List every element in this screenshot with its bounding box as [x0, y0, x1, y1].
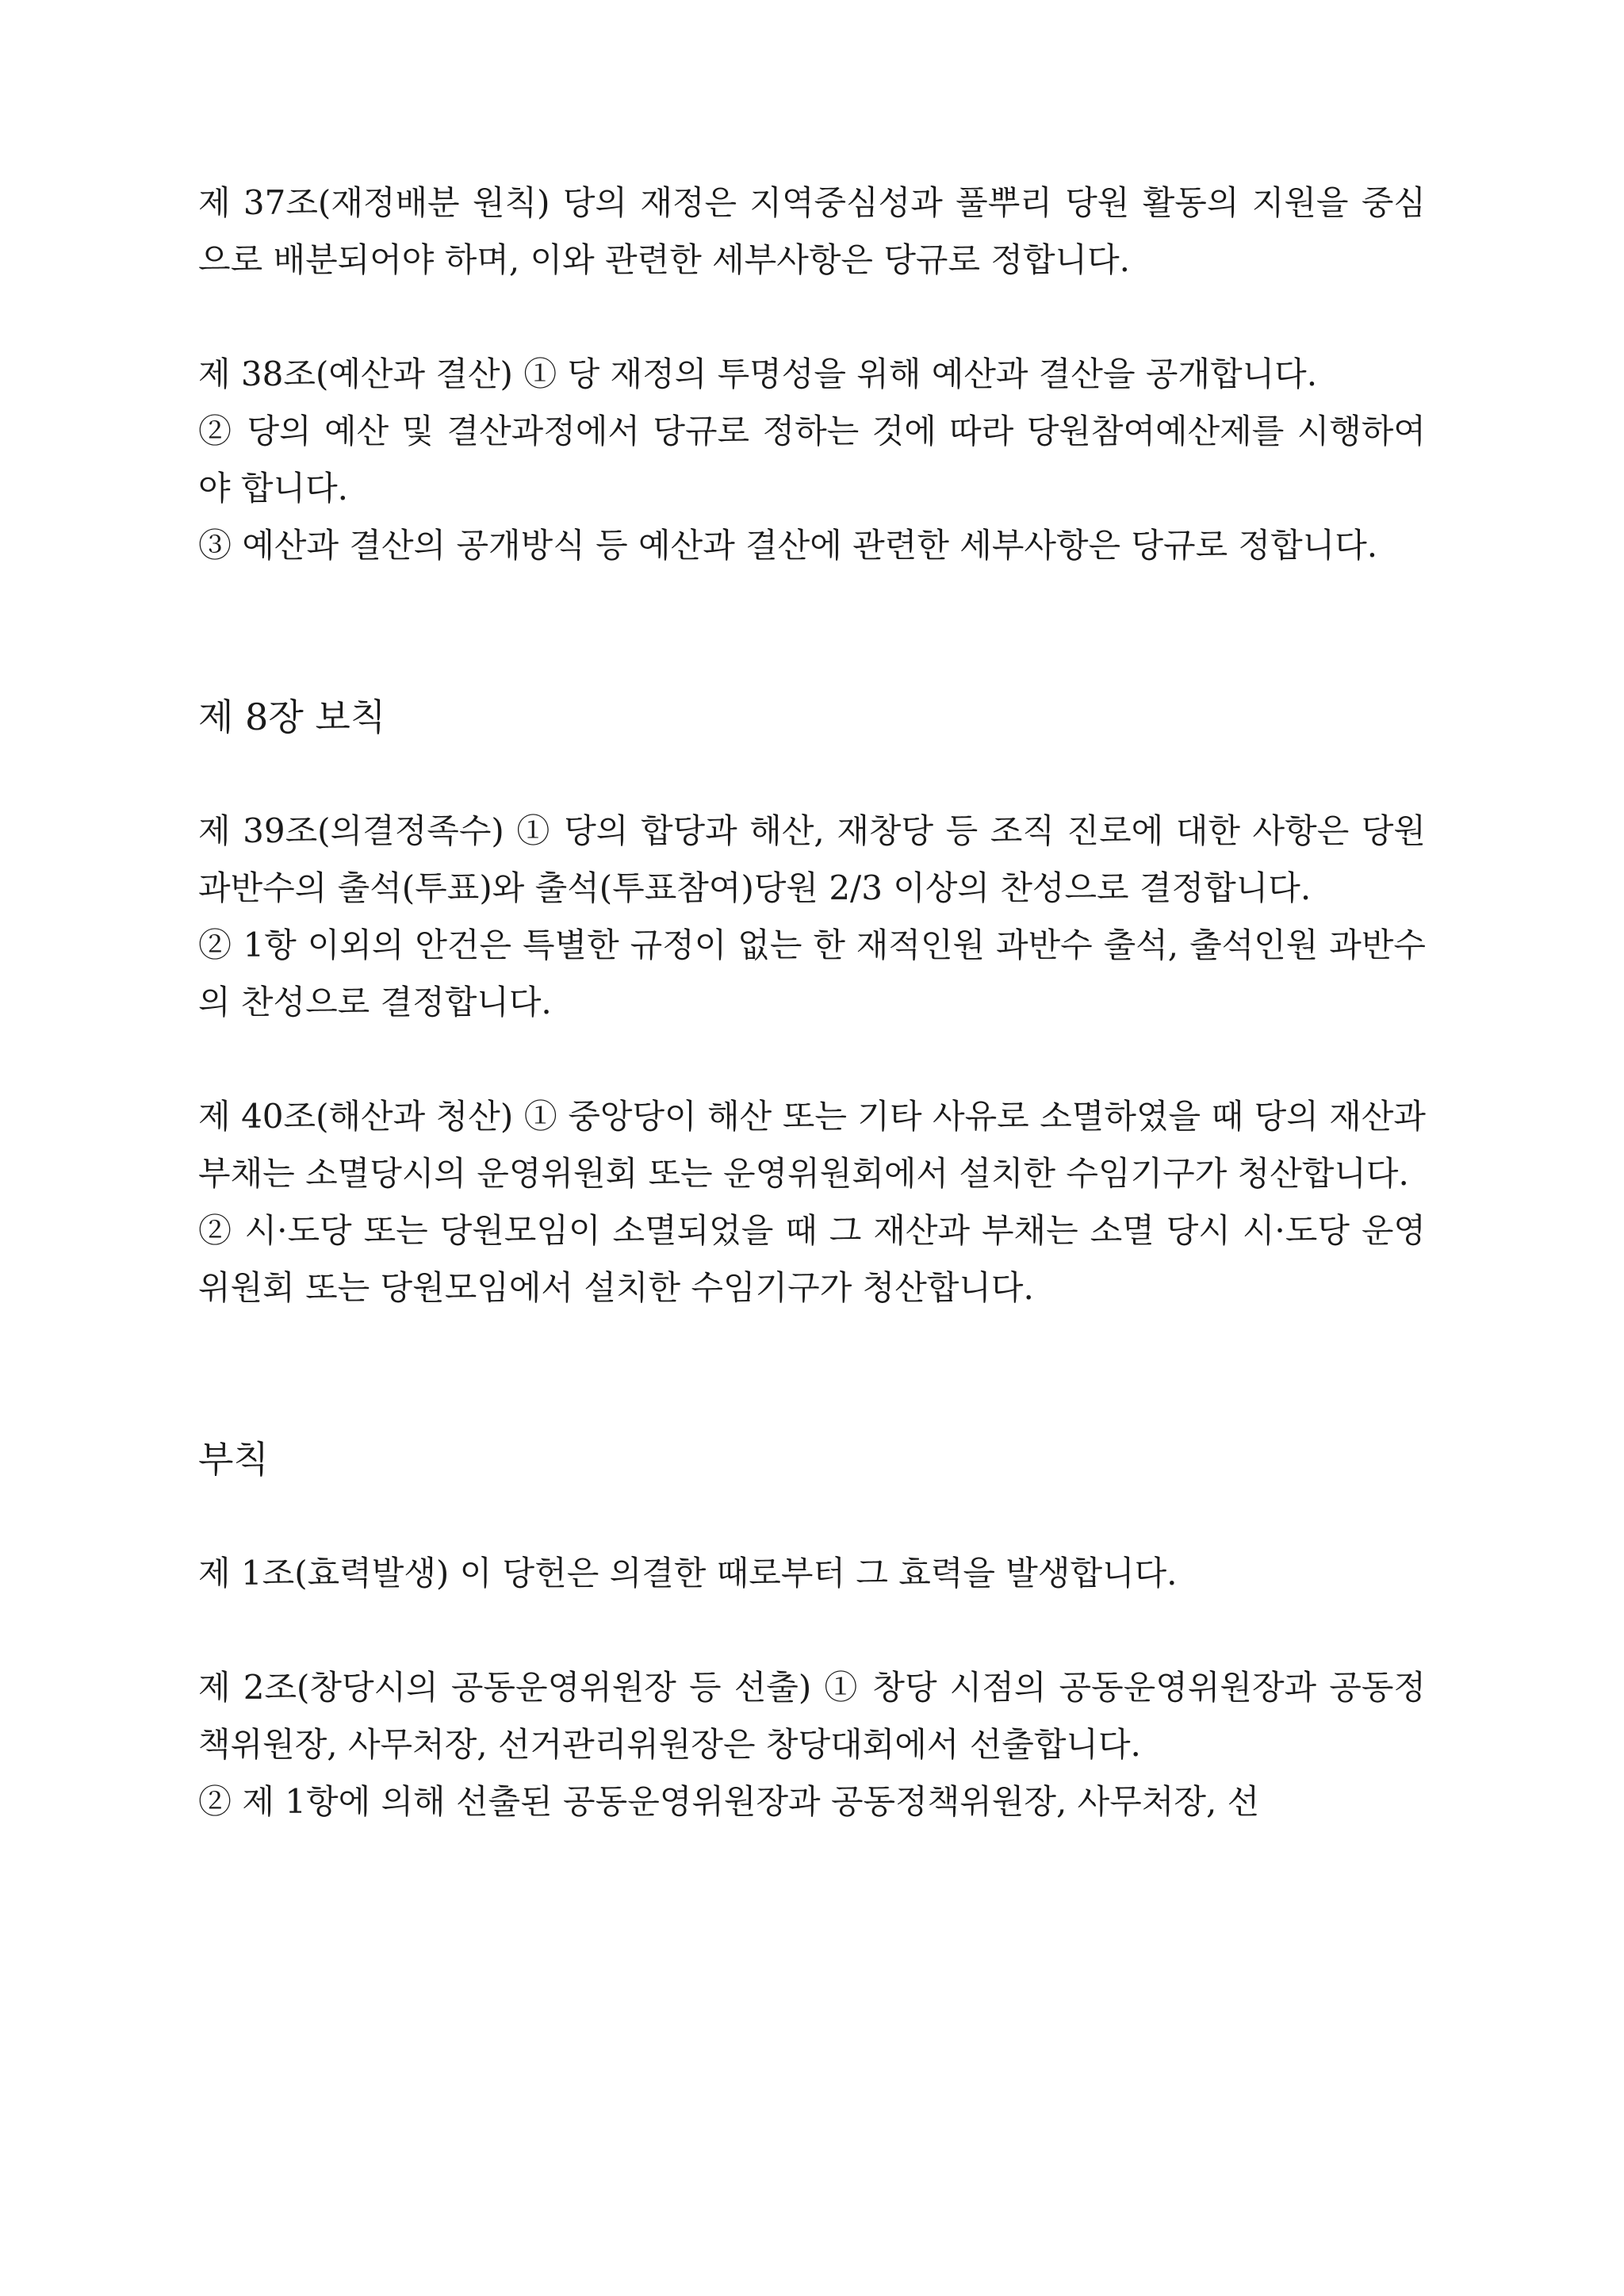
section-spacer: [198, 574, 1426, 688]
addenda-article-2-clause-1: 제 2조(창당시의 공동운영위원장 등 선출) ① 창당 시점의 공동운영위원장과 공동정책위원장, 사무처장, 선거관리위원장은 창당대회에서 선출합니다.: [198, 1668, 1426, 1764]
addenda-article-1: 제 1조(효력발생) 이 당헌은 의결한 때로부터 그 효력을 발생합니다.: [198, 1554, 1178, 1593]
article-39-clause-2: ② 1항 이외의 안건은 특별한 규정이 없는 한 재적인원 과반수 출석, 출석인원 과반수의 찬성으로 결정합니다.: [198, 926, 1426, 1022]
paragraph-spacer: [198, 1031, 1426, 1088]
article-39-clause-1: 제 39조(의결정족수) ① 당의 합당과 해산, 재창당 등 조직 진로에 대한 사항은 당원 과반수의 출석(투표)와 출석(투표참여)당원 2/3 이상의 찬성으로 결정합니다.: [198, 811, 1426, 907]
paragraph-spacer: [198, 1602, 1426, 1659]
chapter-8-heading: 제 8장 보칙: [198, 696, 386, 738]
section-spacer: [198, 1317, 1426, 1431]
article-38-clause-1: 제 38조(예산과 결산) ① 당 재정의 투명성을 위해 예산과 결산을 공개합니다.: [198, 355, 1318, 393]
paragraph-spacer: [198, 1488, 1426, 1545]
article-37: 제 37조(재정배분 원칙) 당의 재정은 지역중심성과 풀뿌리 당원 활동의 지원을 중심으로 배분되어야 하며, 이와 관련한 세부사항은 당규로 정합니다.: [198, 183, 1426, 279]
paragraph-spacer: [198, 746, 1426, 803]
document-body: [198, 174, 1426, 1830]
addenda-heading: 부칙: [198, 1438, 269, 1481]
paragraph-spacer: [198, 289, 1426, 346]
article-40-clause-2: ② 시·도당 또는 당원모임이 소멸되었을 때 그 재산과 부채는 소멸 당시 시·도당 운영위원회 또는 당원모임에서 설치한 수임기구가 청산합니다.: [198, 1211, 1426, 1307]
article-38-clause-3: ③ 예산과 결산의 공개방식 등 예산과 결산에 관련한 세부사항은 당규로 정합니다.: [198, 526, 1378, 565]
addenda-article-2-clause-2: ② 제 1항에 의해 선출된 공동운영위원장과 공동정책위원장, 사무처장, 선: [198, 1782, 1260, 1821]
article-40-clause-1: 제 40조(해산과 청산) ① 중앙당이 해산 또는 기타 사유로 소멸하였을 때 당의 재산과 부채는 소멸당시의 운영위원회 또는 운영위원회에서 설치한 수임기구가 청산합니다.: [198, 1097, 1426, 1193]
article-38-clause-2: ② 당의 예산 및 결산과정에서 당규로 정하는 것에 따라 당원참여예산제를 시행하여야 합니다.: [198, 412, 1426, 508]
